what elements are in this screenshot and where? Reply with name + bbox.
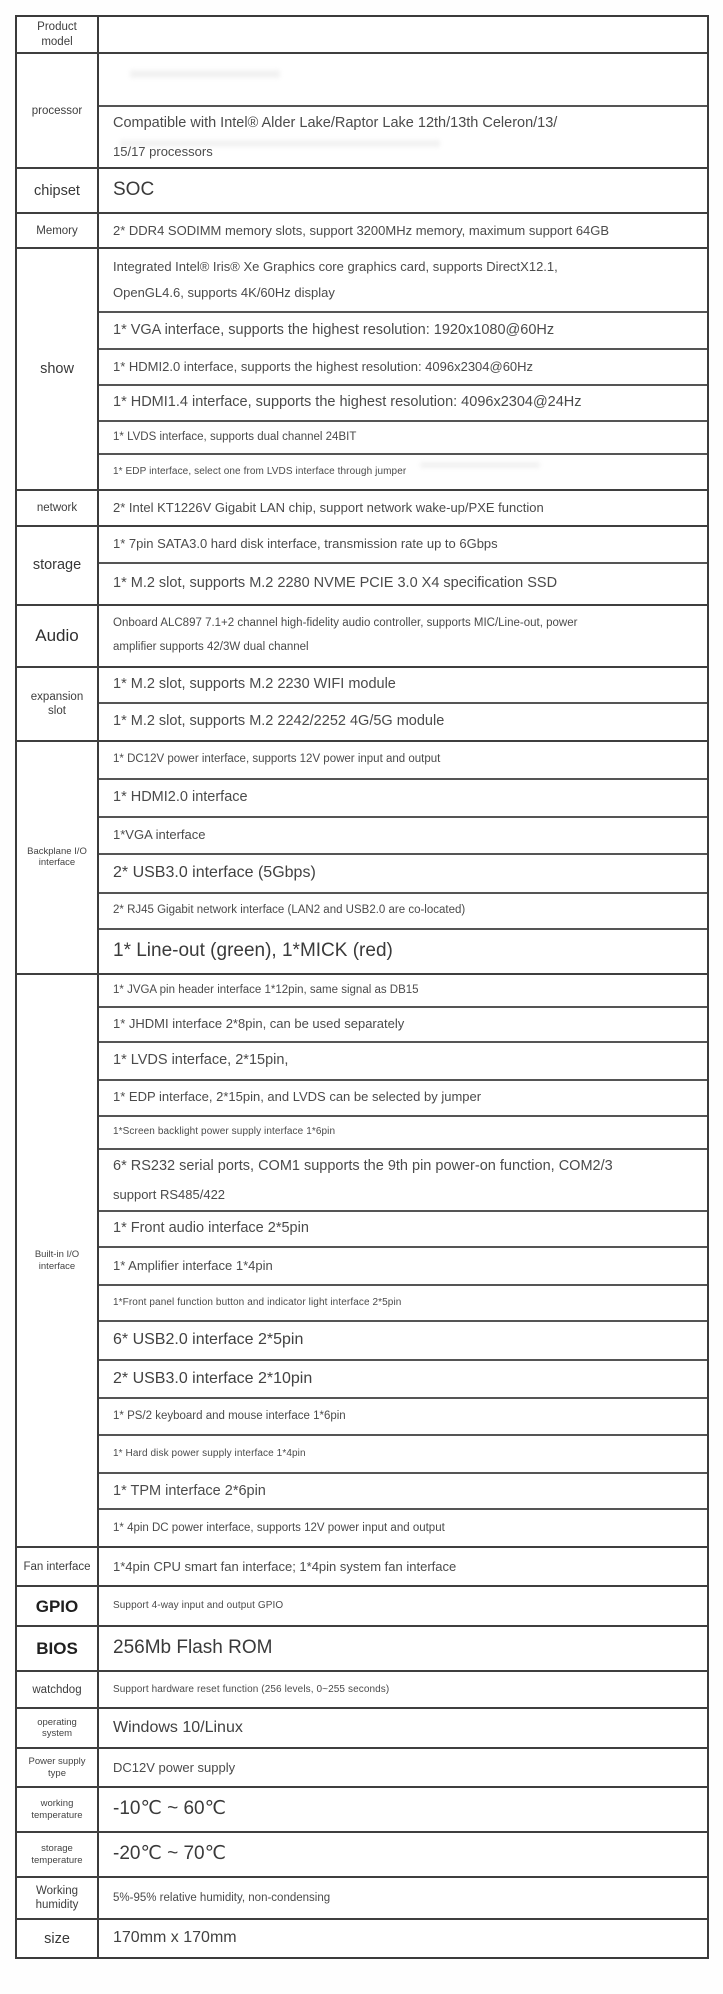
spec-text-line: 2* DDR4 SODIMM memory slots, support 3200MHz memory, maximum support 64GB: [113, 222, 610, 238]
spec-text-line: 1* Hard disk power supply interface 1*4pin: [113, 1448, 306, 1460]
row-label-network: network: [17, 491, 99, 525]
spec-cell: [99, 1248, 707, 1286]
spec-text-line: 1* EDP interface, 2*15pin, and LVDS can be selected by jumper: [113, 1089, 482, 1105]
spec-cell: [99, 350, 707, 386]
spec-text-line: 6* USB2.0 interface 2*5pin: [113, 1330, 304, 1348]
section-memory: [17, 214, 707, 249]
spec-text-line: 1* LVDS interface, supports dual channel 24BIT: [113, 430, 357, 443]
row-label-watchdog: watchdog: [17, 1672, 99, 1707]
spec-text-line: 1*VGA interface: [113, 827, 206, 843]
content-col-chipset: [99, 169, 707, 212]
content-col-processor: [99, 54, 707, 167]
spec-cell: [99, 54, 707, 107]
spec-text-line: 6* RS232 serial ports, COM1 supports the 9th pin power-on function, COM2/3: [113, 1157, 613, 1174]
section-working-humidity: [17, 1878, 707, 1920]
section-product-model: [17, 17, 707, 54]
content-col-power-supply-type: [99, 1749, 707, 1786]
section-show: [17, 249, 707, 491]
spec-text-line: 1* JVGA pin header interface 1*12pin, same signal as DB15: [113, 983, 419, 996]
section-backplane-io: [17, 742, 707, 975]
spec-cell: [99, 1436, 707, 1474]
content-col-bios: [99, 1627, 707, 1670]
spec-text-line: 1* M.2 slot, supports M.2 2280 NVME PCIE 3.0 X4 specification SSD: [113, 575, 558, 592]
spec-cell: [99, 455, 707, 489]
content-col-working-humidity: [99, 1878, 707, 1918]
spec-cell: [99, 742, 707, 780]
row-label-chipset: chipset: [17, 169, 99, 212]
content-col-network: [99, 491, 707, 525]
row-label-storage-temperature: storage temperature: [17, 1833, 99, 1876]
spec-cell: [99, 975, 707, 1008]
spec-text-line: 1* 7pin SATA3.0 hard disk interface, transmission rate up to 6Gbps: [113, 536, 498, 552]
spec-text-line: 15/17 processors: [113, 143, 213, 159]
content-col-audio: [99, 606, 707, 666]
spec-text-line: Support 4-way input and output GPIO: [113, 1600, 284, 1612]
spec-cell: [99, 894, 707, 930]
spec-cell: [99, 17, 707, 52]
spec-text-line: amplifier supports 42/3W dual channel: [113, 641, 309, 654]
spec-text-line: 1* HDMI1.4 interface, supports the highest resolution: 4096x2304@24Hz: [113, 394, 582, 411]
spec-cell: [99, 1510, 707, 1546]
content-col-storage: [99, 527, 707, 604]
spec-text-line: 1* M.2 slot, supports M.2 2230 WIFI module: [113, 676, 396, 693]
row-label-product-model: Product model: [17, 17, 99, 52]
spec-text-line: SOC: [113, 179, 155, 201]
spec-cell: [99, 422, 707, 455]
spec-text-line: 1* 4pin DC power interface, supports 12V power input and output: [113, 1521, 445, 1534]
spec-text-line: 1* LVDS interface, 2*15pin,: [113, 1051, 289, 1068]
spec-text-line: Onboard ALC897 7.1+2 channel high-fidelity audio controller, supports MIC/Line-out, power: [113, 617, 578, 630]
section-audio: [17, 606, 707, 668]
content-col-expansion-slot: [99, 668, 707, 740]
content-col-working-temperature: [99, 1788, 707, 1831]
spec-cell: [99, 1878, 707, 1918]
spec-text-line: 1* Amplifier interface 1*4pin: [113, 1257, 273, 1273]
content-col-builtin-io: [99, 975, 707, 1547]
spec-cell: [99, 1322, 707, 1361]
spec-cell: [99, 668, 707, 704]
spec-text-line: 1*Screen backlight power supply interface 1*6pin: [113, 1126, 336, 1138]
spec-cell: [99, 1672, 707, 1707]
row-label-operating-system: operating system: [17, 1709, 99, 1747]
spec-cell: [99, 1627, 707, 1670]
spec-cell: [99, 1587, 707, 1625]
row-label-expansion-slot: expansion slot: [17, 668, 99, 740]
spec-cell: [99, 249, 707, 313]
row-label-working-humidity: Working humidity: [17, 1878, 99, 1918]
spec-text-line: 170mm x 170mm: [113, 1929, 237, 1947]
content-col-fan-interface: [99, 1548, 707, 1585]
section-builtin-io: [17, 975, 707, 1549]
spec-text-line: DC12V power supply: [113, 1759, 236, 1775]
section-watchdog: [17, 1672, 707, 1709]
row-label-power-supply-type: Power supply type: [17, 1749, 99, 1786]
spec-cell: [99, 214, 707, 247]
spec-cell: [99, 818, 707, 855]
spec-cell: [99, 1043, 707, 1081]
spec-cell: [99, 491, 707, 525]
spec-text-line: 1* TPM interface 2*6pin: [113, 1482, 266, 1499]
row-label-bios: BIOS: [17, 1627, 99, 1670]
row-label-show: show: [17, 249, 99, 489]
spec-text-line: -20℃ ~ 70℃: [113, 1843, 226, 1865]
row-label-gpio: GPIO: [17, 1587, 99, 1625]
spec-cell: [99, 704, 707, 740]
spec-cell: [99, 1474, 707, 1510]
spec-text-line: 1* HDMI2.0 interface, supports the highest resolution: 4096x2304@60Hz: [113, 359, 534, 374]
row-label-processor: processor: [17, 54, 99, 167]
content-col-backplane-io: [99, 742, 707, 973]
spec-cell: [99, 564, 707, 604]
section-size: [17, 1920, 707, 1957]
spec-text-line: 1*Front panel function button and indicator light interface 2*5pin: [113, 1296, 402, 1308]
spec-text-line: 1* EDP interface, select one from LVDS interface through jumper: [113, 465, 407, 477]
spec-cell: [99, 1788, 707, 1831]
spec-text-line: 1* PS/2 keyboard and mouse interface 1*6pin: [113, 1410, 346, 1423]
section-storage-temperature: [17, 1833, 707, 1878]
section-network: [17, 491, 707, 527]
section-bios: [17, 1627, 707, 1672]
spec-text-line: OpenGL4.6, supports 4K/60Hz display: [113, 285, 335, 301]
spec-cell: [99, 1081, 707, 1117]
spec-text-line: 1* HDMI2.0 interface: [113, 789, 248, 806]
spec-cell: [99, 1749, 707, 1786]
spec-text-line: 2* Intel KT1226V Gigabit LAN chip, support network wake-up/PXE function: [113, 499, 544, 515]
spec-cell: [99, 1212, 707, 1248]
spec-text-line: 2* USB3.0 interface 2*10pin: [113, 1369, 313, 1387]
content-col-gpio: [99, 1587, 707, 1625]
spec-cell: [99, 1286, 707, 1322]
spec-cell: [99, 606, 707, 666]
spec-cell: [99, 1361, 707, 1400]
spec-cell: [99, 386, 707, 422]
spec-cell: [99, 527, 707, 564]
content-col-product-model: [99, 17, 707, 52]
section-expansion-slot: [17, 668, 707, 742]
row-label-storage: storage: [17, 527, 99, 604]
spec-text-line: 1*4pin CPU smart fan interface; 1*4pin system fan interface: [113, 1558, 457, 1574]
spec-cell: [99, 1117, 707, 1150]
section-gpio: [17, 1587, 707, 1627]
spec-cell: [99, 1399, 707, 1436]
spec-text-line: Integrated Intel® Iris® Xe Graphics core graphics card, supports DirectX12.1,: [113, 258, 558, 274]
spec-cell: [99, 1150, 707, 1212]
section-fan-interface: [17, 1548, 707, 1587]
row-label-audio: Audio: [17, 606, 99, 666]
content-col-storage-temperature: [99, 1833, 707, 1876]
spec-table: [15, 15, 709, 1959]
section-power-supply-type: [17, 1749, 707, 1788]
row-label-size: size: [17, 1920, 99, 1957]
row-label-fan-interface: Fan interface: [17, 1548, 99, 1585]
content-col-watchdog: [99, 1672, 707, 1707]
spec-text-line: -10℃ ~ 60℃: [113, 1798, 226, 1820]
spec-text-line: 1* Front audio interface 2*5pin: [113, 1220, 309, 1237]
spec-text-line: 2* RJ45 Gigabit network interface (LAN2 and USB2.0 are co-located): [113, 904, 466, 917]
section-operating-system: [17, 1709, 707, 1749]
spec-text-line: 256Mb Flash ROM: [113, 1637, 273, 1659]
row-label-backplane-io: Backplane I/O interface: [17, 742, 99, 973]
spec-text-line: 1* VGA interface, supports the highest resolution: 1920x1080@60Hz: [113, 321, 555, 338]
spec-cell: [99, 1833, 707, 1876]
spec-text-line: support RS485/422: [113, 1186, 226, 1202]
section-working-temperature: [17, 1788, 707, 1833]
spec-cell: [99, 1008, 707, 1043]
content-col-operating-system: [99, 1709, 707, 1747]
content-col-size: [99, 1920, 707, 1957]
row-label-memory: Memory: [17, 214, 99, 247]
spec-text-line: Windows 10/Linux: [113, 1719, 243, 1737]
spec-text-line: 1* Line-out (green), 1*MICK (red): [113, 939, 393, 961]
row-label-builtin-io: Built-in I/O interface: [17, 975, 99, 1547]
spec-text-line: Compatible with Intel® Alder Lake/Raptor Lake 12th/13th Celeron/13/: [113, 115, 558, 131]
spec-text-line: Support hardware reset function (256 levels, 0~255 seconds): [113, 1683, 390, 1695]
content-col-memory: [99, 214, 707, 247]
spec-cell: [99, 1548, 707, 1585]
spec-cell: [99, 930, 707, 973]
row-label-working-temperature: working temperature: [17, 1788, 99, 1831]
spec-cell: [99, 1920, 707, 1957]
section-processor: [17, 54, 707, 169]
spec-cell: [99, 313, 707, 350]
spec-text-line: 1* JHDMI interface 2*8pin, can be used separately: [113, 1015, 405, 1031]
section-chipset: [17, 169, 707, 214]
spec-text-line: 1* M.2 slot, supports M.2 2242/2252 4G/5G module: [113, 713, 445, 730]
spec-cell: [99, 1709, 707, 1747]
spec-cell: [99, 169, 707, 212]
content-col-show: [99, 249, 707, 489]
spec-text-line: 1* DC12V power interface, supports 12V power input and output: [113, 753, 441, 766]
section-storage: [17, 527, 707, 606]
spec-text-line: 5%-95% relative humidity, non-condensing: [113, 1891, 331, 1904]
spec-cell: [99, 780, 707, 818]
spec-cell: [99, 855, 707, 894]
spec-cell: [99, 107, 707, 167]
spec-text-line: 2* USB3.0 interface (5Gbps): [113, 864, 316, 882]
